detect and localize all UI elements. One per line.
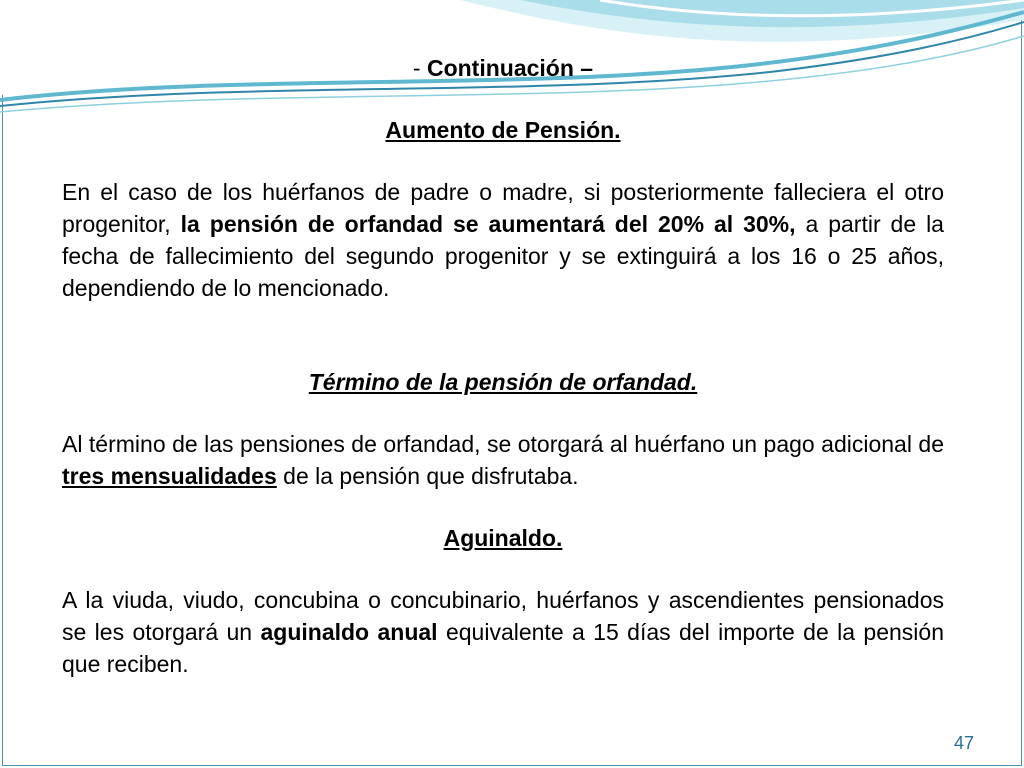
paragraph-emphasis: la pensión de orfandad se aumentará del 20% al 30%, [180, 211, 796, 237]
slide-content [62, 52, 944, 680]
continuation-prefix: - [412, 55, 427, 81]
paragraph-text: de la pensión que disfrutaba. [276, 463, 579, 489]
paragraph-text: a partir de la fecha de fallecimiento del segundo progenitor y se extinguirá a los 16 o 25 años, dependiendo de lo mencionado. [62, 211, 944, 301]
paragraph-aumento [62, 176, 944, 304]
paragraph-emphasis: aguinaldo anual [260, 619, 438, 645]
continuation-label: Continuación – [426, 55, 594, 81]
continuation-line [62, 52, 944, 84]
section-heading-termino [62, 366, 944, 398]
paragraph-termino [62, 428, 944, 492]
section-heading-aguinaldo [62, 522, 944, 554]
paragraph-text: A la viuda, viudo, concubina o concubinario, huérfanos y ascendientes pensionados se les otorgará un [62, 587, 944, 645]
heading-text: Aguinaldo. [443, 525, 563, 551]
paragraph-text: En el caso de los huérfanos de padre o madre, si posteriormente falleciera el otro progenitor, [62, 179, 944, 237]
paragraph-text: equivalente a 15 días del importe de la pensión que reciben. [62, 619, 944, 677]
section-heading-aumento [62, 114, 944, 146]
paragraph-aguinaldo [62, 584, 944, 680]
heading-text: Término de la pensión de orfandad. [308, 369, 698, 395]
paragraph-emphasis: tres mensualidades [62, 463, 277, 489]
page-number: 47 [953, 733, 974, 753]
heading-text: Aumento de Pensión. [385, 117, 621, 143]
paragraph-text: Al término de las pensiones de orfandad, se otorgará al huérfano un pago adicional de [62, 431, 944, 457]
